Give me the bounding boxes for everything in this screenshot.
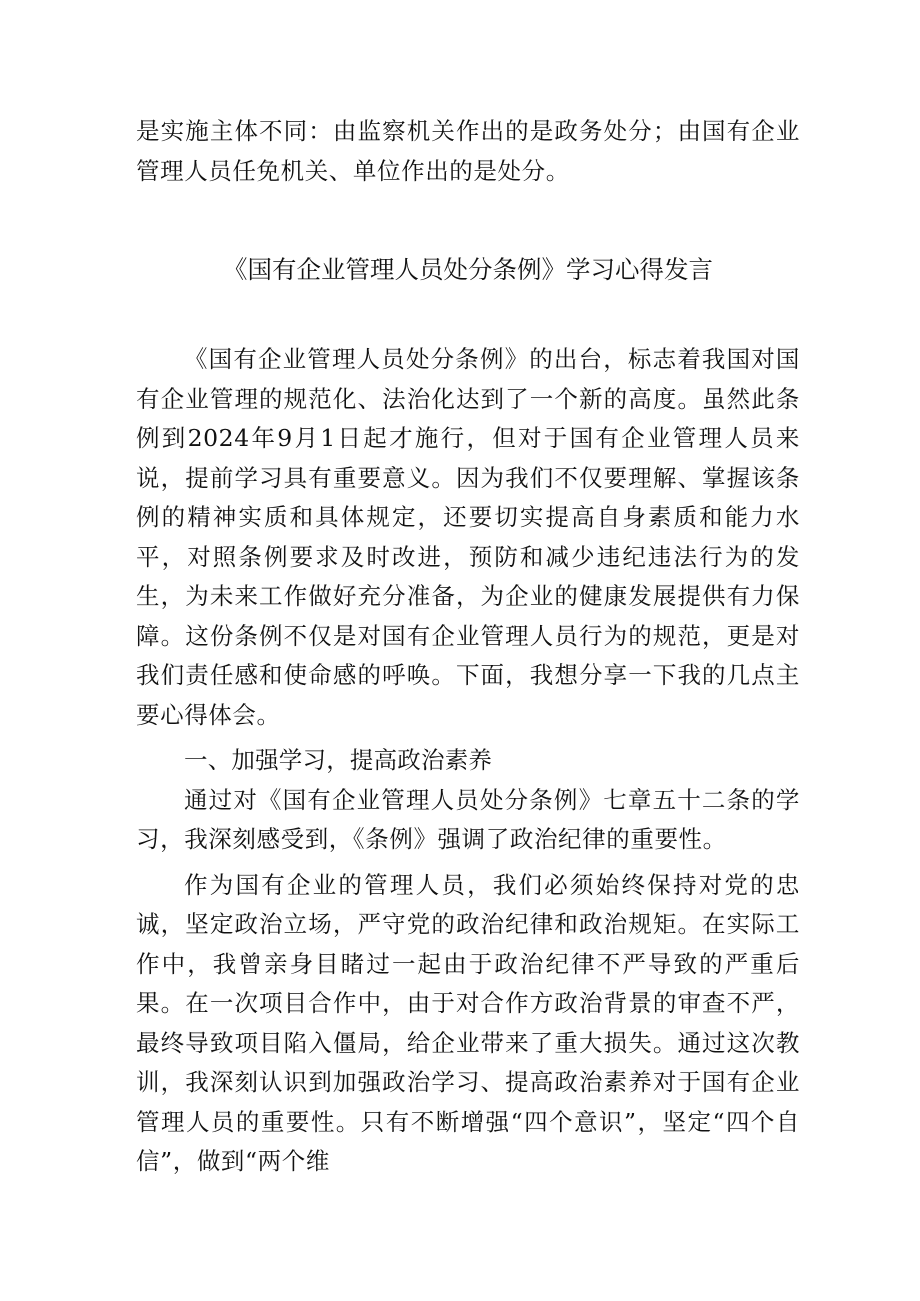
document-page	[136, 112, 800, 1175]
intro-paragraph: 《国有企业管理人员处分条例》的出台，标志着我国对国有企业管理的规范化、法治化达到了一个新的高度。虽然此条例到2024年9月1日起才施行，但对于国有企业管理人员来说，提前学习具有重要意义。因为我们不仅要理解、掌握该条例的精神实质和具体规定，还要切实提高自身素质和能力水平，对照条例要求及时改进，预防和减少违纪违法行为的发生，为未来工作做好充分准备，为企业的健康发展提供有力保障。这份条例不仅是对国有企业管理人员行为的规范，更是对我们责任感和使命感的呼唤。下面，我想分享一下我的几点主要心得体会。	[136, 345, 800, 729]
section-paragraph-2: 作为国有企业的管理人员，我们必须始终保持对党的忠诚，坚定政治立场，严守党的政治纪律和政治规矩。在实际工作中，我曾亲身目睹过一起由于政治纪律不严导致的严重后果。在一次项目合作中，由于对合作方政治背景的审查不严，最终导致项目陷入僵局，给企业带来了重大损失。通过这次教训，我深刻认识到加强政治学习、提高政治素养对于国有企业管理人员的重要性。只有不断增强“四个意识”，坚定“四个自信”，做到“两个维	[136, 870, 800, 1175]
document-title: 《国有企业管理人员处分条例》学习心得发言	[223, 255, 713, 284]
top-paragraph: 是实施主体不同：由监察机关作出的是政务处分；由国有企业管理人员任免机关、单位作出的是处分。	[136, 117, 800, 185]
section-paragraph-1: 通过对《国有企业管理人员处分条例》七章五十二条的学习，我深刻感受到，《条例》强调了政治纪律的重要性。	[136, 785, 800, 853]
document-body	[136, 340, 800, 1182]
section-heading: 一、加强学习，提高政治素养	[184, 746, 493, 774]
